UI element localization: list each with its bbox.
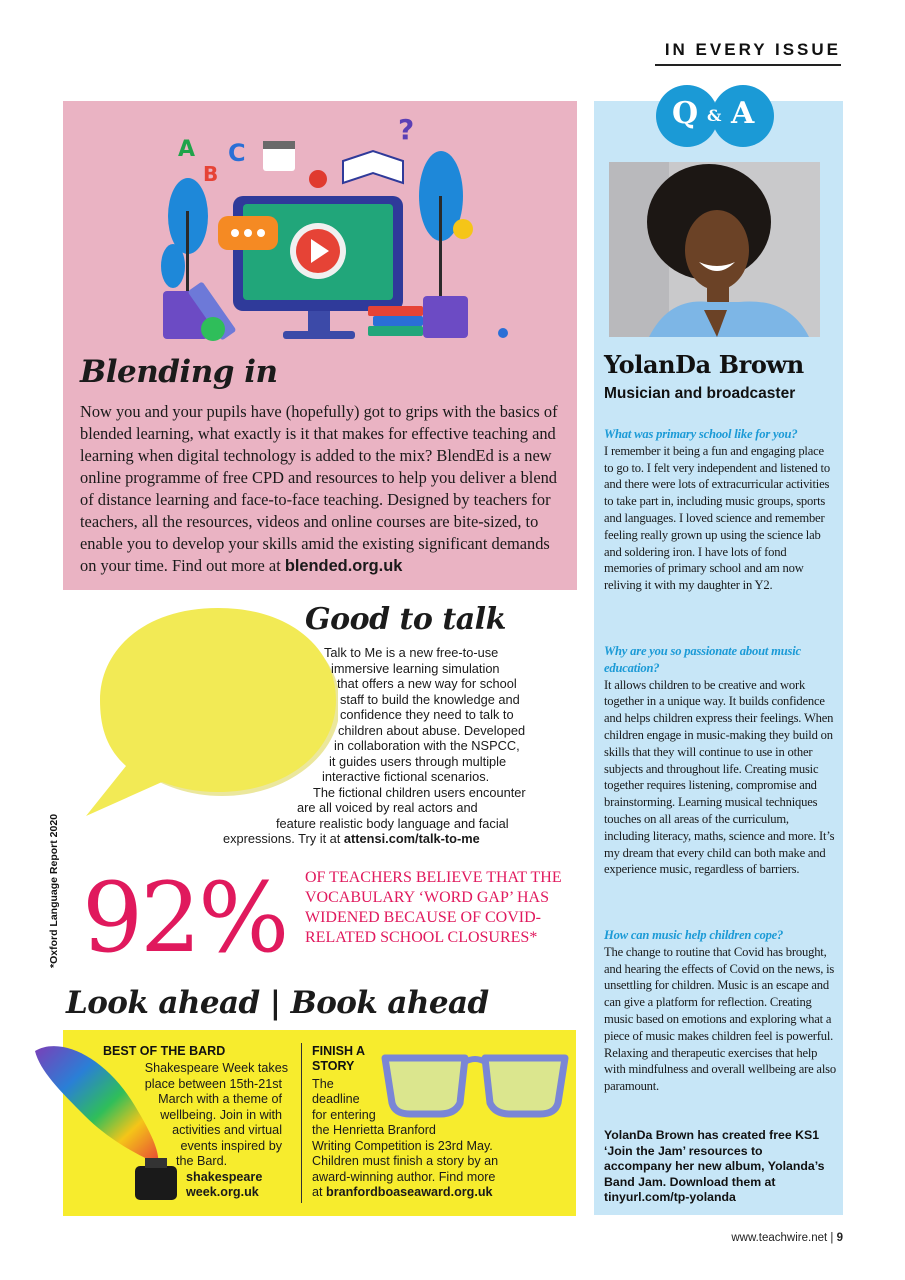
talk-line: it guides users through multiple [329, 754, 507, 769]
talk-line: that offers a new way for school [337, 676, 517, 691]
interviewee-role: Musician and broadcaster [604, 385, 796, 402]
speech-bubble-graphic [78, 606, 338, 818]
blending-body-text: Now you and your pupils have (hopefully) got to grips with the basics of blended learning, what exactly is it that makes for effective teaching and learning when digital technology is added to the mix? BlendEd is a new online programme of free CPD and resources to help you deliver a blend of distance learning and face-to-face teaching. Designed by teachers for teachers, all the resources, videos and online courses are bite-sized, to enable you to develop your skills amid the existing significant demands on your time. Find out more at [80, 402, 558, 575]
interviewee-name: YolanDa Brown [604, 350, 804, 379]
svg-text:C: C [228, 139, 246, 167]
talk-line: staff to build the knowledge and [340, 692, 520, 707]
talk-line: interactive fictional scenarios. [322, 769, 490, 784]
talk-line: in collaboration with the NSPCC, [334, 738, 520, 753]
bard-link-1[interactable]: shakespeare [186, 1170, 263, 1184]
talk-line: children about abuse. Developed [338, 723, 526, 738]
svg-text:?: ? [398, 113, 415, 146]
talk-line: The fictional children users encounter [313, 785, 526, 800]
page-footer [731, 1232, 843, 1244]
stat-value: 92% [82, 862, 287, 974]
bard-line: Shakespeare Week takes [144, 1061, 288, 1075]
stat-source: *Oxford Language Report 2020 [48, 813, 60, 968]
qa-block-3 [604, 927, 836, 1095]
blended-learning-illustration [63, 101, 577, 351]
bard-line: events inspired by [180, 1139, 282, 1153]
bard-heading: BEST OF THE BARD [103, 1044, 226, 1058]
qa-badge-a: A [731, 96, 755, 131]
svg-text:A: A [178, 137, 196, 162]
bard-line: place between 15th-21st [144, 1077, 282, 1091]
talk-line: immersive learning simulation [331, 661, 500, 676]
finish-line: Children must finish a story by an [312, 1154, 499, 1168]
qa-badge-amp: & [707, 106, 722, 125]
answer-1: I remember it being a fun and engaging place to go to. I felt very independent and listened to and there were lots of extracurricular activities to take part in, including music groups, sports and languages. I loved science and remember feeling really grown up using the science lab and soldering iron. I have lots of fond memories of primary school and am now reliving it with my daughter in Y2. [604, 443, 830, 593]
qa-block-1 [604, 426, 836, 594]
look-ahead-title: Look ahead | Book ahead [66, 985, 489, 1021]
talk-line-text: expressions. Try it at [223, 831, 344, 846]
svg-text:B: B [203, 162, 219, 186]
question-2: Why are you so passionate about music education? [604, 644, 801, 675]
talk-link[interactable]: attensi.com/talk-to-me [343, 831, 480, 846]
qa-badge-q: Q [672, 96, 699, 131]
footer-site[interactable]: www.teachwire.net | [731, 1232, 837, 1244]
glasses-illustration [380, 1048, 570, 1118]
answer-3: The change to routine that Covid has brought, and hearing the effects of Covid on the news, is unsettling for children. Music is an escape and can give a platform for reflection. Creating music based on emotions and exploring what a piece of music makes children feel is powerful. Relaxing and therapeutic exercises that help with mindfulness and overall wellbeing are also paramount. [604, 944, 836, 1094]
talk-line: confidence they need to talk to [340, 707, 514, 722]
question-1: What was primary school like for you? [604, 427, 798, 441]
finish-link[interactable]: branfordboaseaward.org.uk [326, 1185, 493, 1199]
yolanda-photo [609, 162, 820, 337]
blending-body [80, 401, 564, 577]
bard-line: March with a theme of [158, 1092, 282, 1106]
header-rule [655, 64, 841, 66]
finish-line: the Henrietta Branford [312, 1123, 436, 1137]
finish-line: award-winning author. Find more [312, 1170, 496, 1184]
section-header: IN EVERY ISSUE [664, 40, 841, 59]
talk-title: Good to talk [305, 602, 506, 637]
qa-footer: YolanDa Brown has created free KS1 ‘Join the Jam’ resources to accompany her new album, Yolanda’s Band Jam. Download them at tinyurl.com/tp-yolanda [604, 1128, 825, 1205]
answer-2: It allows children to be creative and work together in a unique way. It builds confidence and helps children express their feelings. When children engage in music-making they build on skills that they will continue to use in other subjects and throughout life. Creating music together requires listening, compromise and brainstorming. Learning musical techniques touches on all areas of the curriculum, including literacy, maths, science and more. It’s my dream that every child can both make and experience music, regardless of barriers. [604, 677, 835, 877]
bard-line: the Bard. [176, 1154, 228, 1168]
page-number: 9 [836, 1232, 843, 1244]
finish-line-text: at [312, 1185, 327, 1199]
qa-block-2 [604, 643, 836, 878]
finish-line [312, 1185, 493, 1200]
talk-line: Talk to Me is a new free-to-use [324, 645, 499, 660]
finish-line: deadline [312, 1092, 360, 1106]
finish-line: for entering [312, 1108, 376, 1122]
blending-title: Blending in [80, 354, 278, 390]
question-3: How can music help children cope? [604, 928, 784, 942]
finish-heading: FINISH A STORY [312, 1044, 365, 1073]
finish-line: The [312, 1077, 334, 1091]
talk-line: are all voiced by real actors and [297, 800, 478, 815]
bard-link-2[interactable]: week.org.uk [186, 1185, 259, 1199]
talk-line [223, 831, 480, 847]
bard-line: activities and virtual [172, 1123, 282, 1137]
column-divider [301, 1043, 302, 1203]
finish-line: Writing Competition is 23rd May. [312, 1139, 493, 1153]
blending-link[interactable]: blended.org.uk [284, 557, 403, 575]
stat-text: OF TEACHERS BELIEVE THAT THE VOCABULARY ‘WORD GAP’ HAS WIDENED BECAUSE OF COVID-RELATED SCHOOL CLOSURES* [305, 869, 562, 946]
bard-line: wellbeing. Join in with [160, 1108, 282, 1122]
talk-line: feature realistic body language and facial [276, 816, 509, 831]
